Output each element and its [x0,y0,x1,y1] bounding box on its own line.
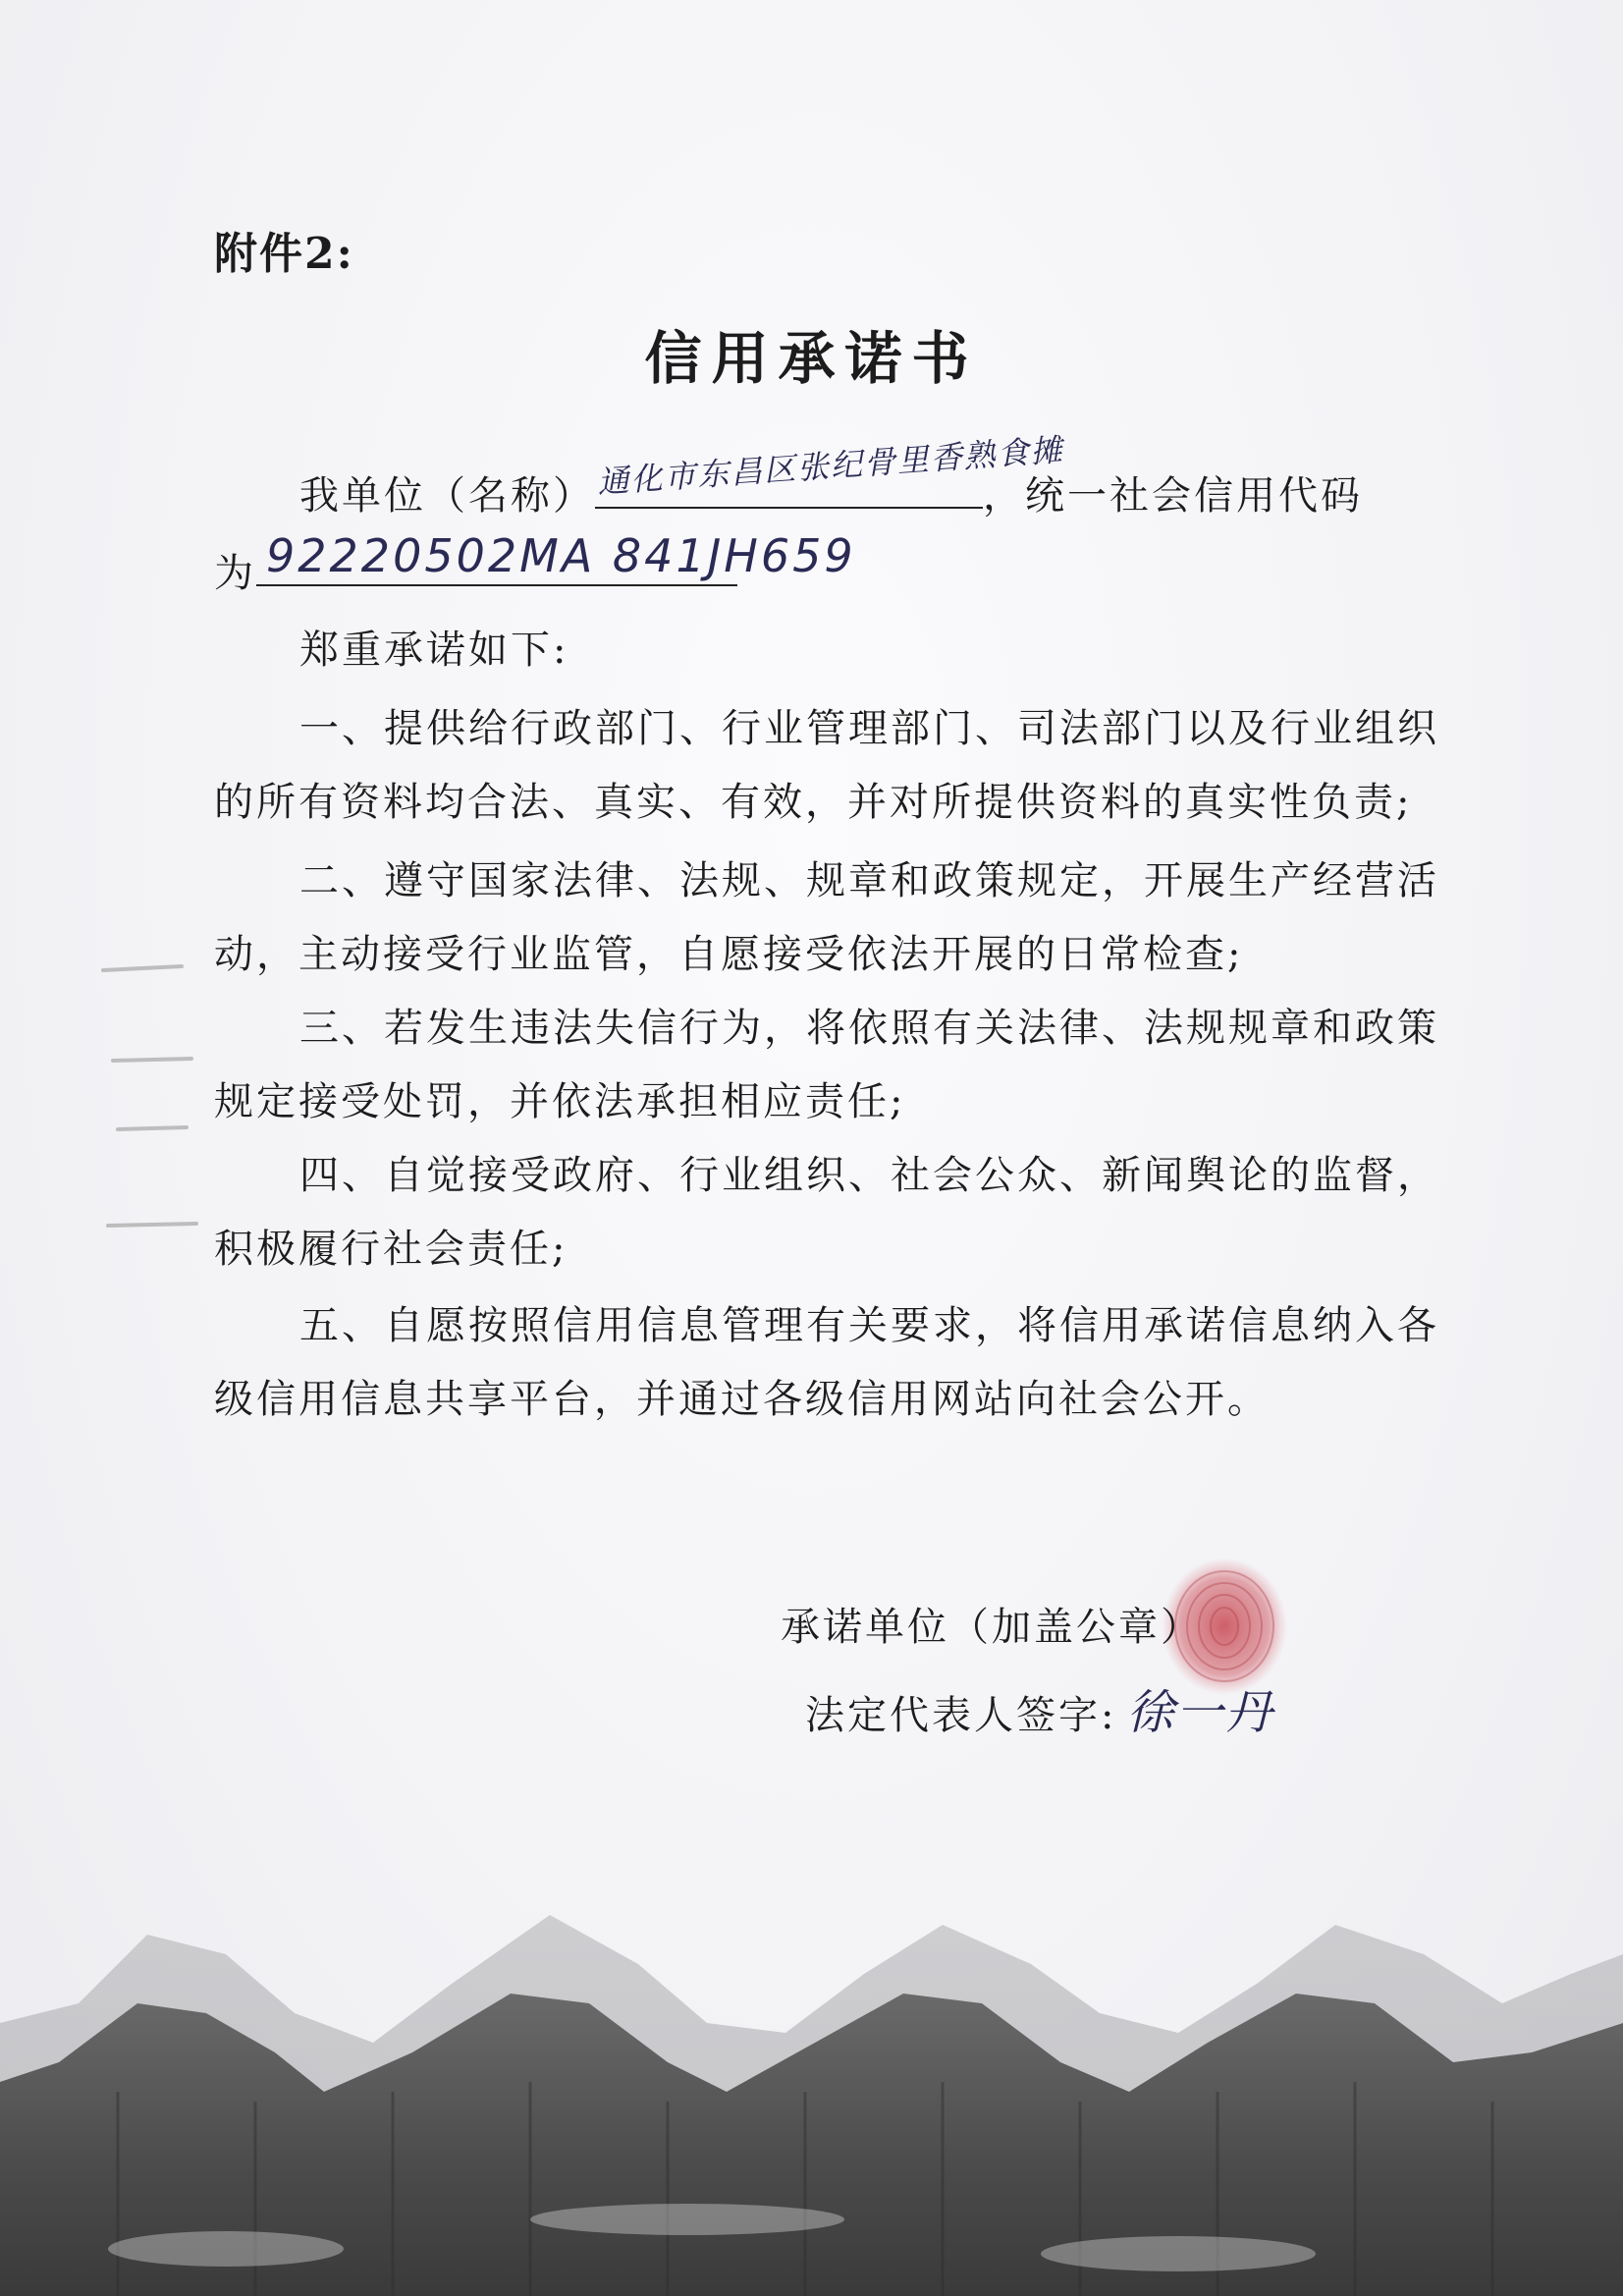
item-2-line-2: 动，主动接受行业监管，自愿接受依法开展的日常检查; [214,932,1244,977]
company-name-handwritten: 通化市东昌区张纪骨里香熟食摊 [596,430,1065,502]
footer-mountain-artwork [0,1895,1623,2296]
company-name-blank [595,430,1065,509]
document-title: 信用承诺书 [644,325,979,392]
item-4-line-2: 积极履行社会责任; [214,1227,568,1272]
attachment-label: 附件2: [214,229,354,279]
item-3-line-2: 规定接受处罚，并依法承担相应责任; [214,1079,906,1124]
item-5-line-1: 五、自愿按照信用信息管理有关要求，将信用承诺信息纳入各 [299,1303,1439,1348]
intro-suffix: ，统一社会信用代码 [983,473,1363,519]
intro-line-2 [214,529,856,598]
legal-rep-label: 法定代表人签字: [805,1693,1117,1738]
item-1-line-1: 一、提供给行政部门、行业管理部门、司法部门以及行业组织 [299,706,1439,751]
pledge-heading: 郑重承诺如下: [299,628,569,673]
intro-line-1 [299,430,1363,520]
credit-code-handwritten: 92220502MA 841JH659 [266,529,856,582]
item-1-line-2: 的所有资料均合法、真实、有效，并对所提供资料的真实性负责; [214,780,1413,825]
scan-marks [93,962,211,1257]
item-2-line-1: 二、遵守国家法律、法规、规章和政策规定，开展生产经营活 [299,858,1439,903]
legal-rep-line [805,1674,1274,1742]
legal-rep-signature: 徐一丹 [1126,1685,1274,1740]
intro-prefix: 我单位（名称） [299,473,595,519]
code-prefix: 为 [214,551,256,596]
item-4-line-1: 四、自觉接受政府、行业组织、社会公众、新闻舆论的监督， [299,1153,1439,1198]
credit-code-blank [256,529,856,586]
item-3-line-1: 三、若发生违法失信行为，将依照有关法律、法规规章和政策 [299,1006,1439,1051]
item-5-line-2: 级信用信息共享平台，并通过各级信用网站向社会公开。 [214,1377,1270,1422]
promise-unit-label: 承诺单位（加盖公章） [781,1605,1203,1650]
